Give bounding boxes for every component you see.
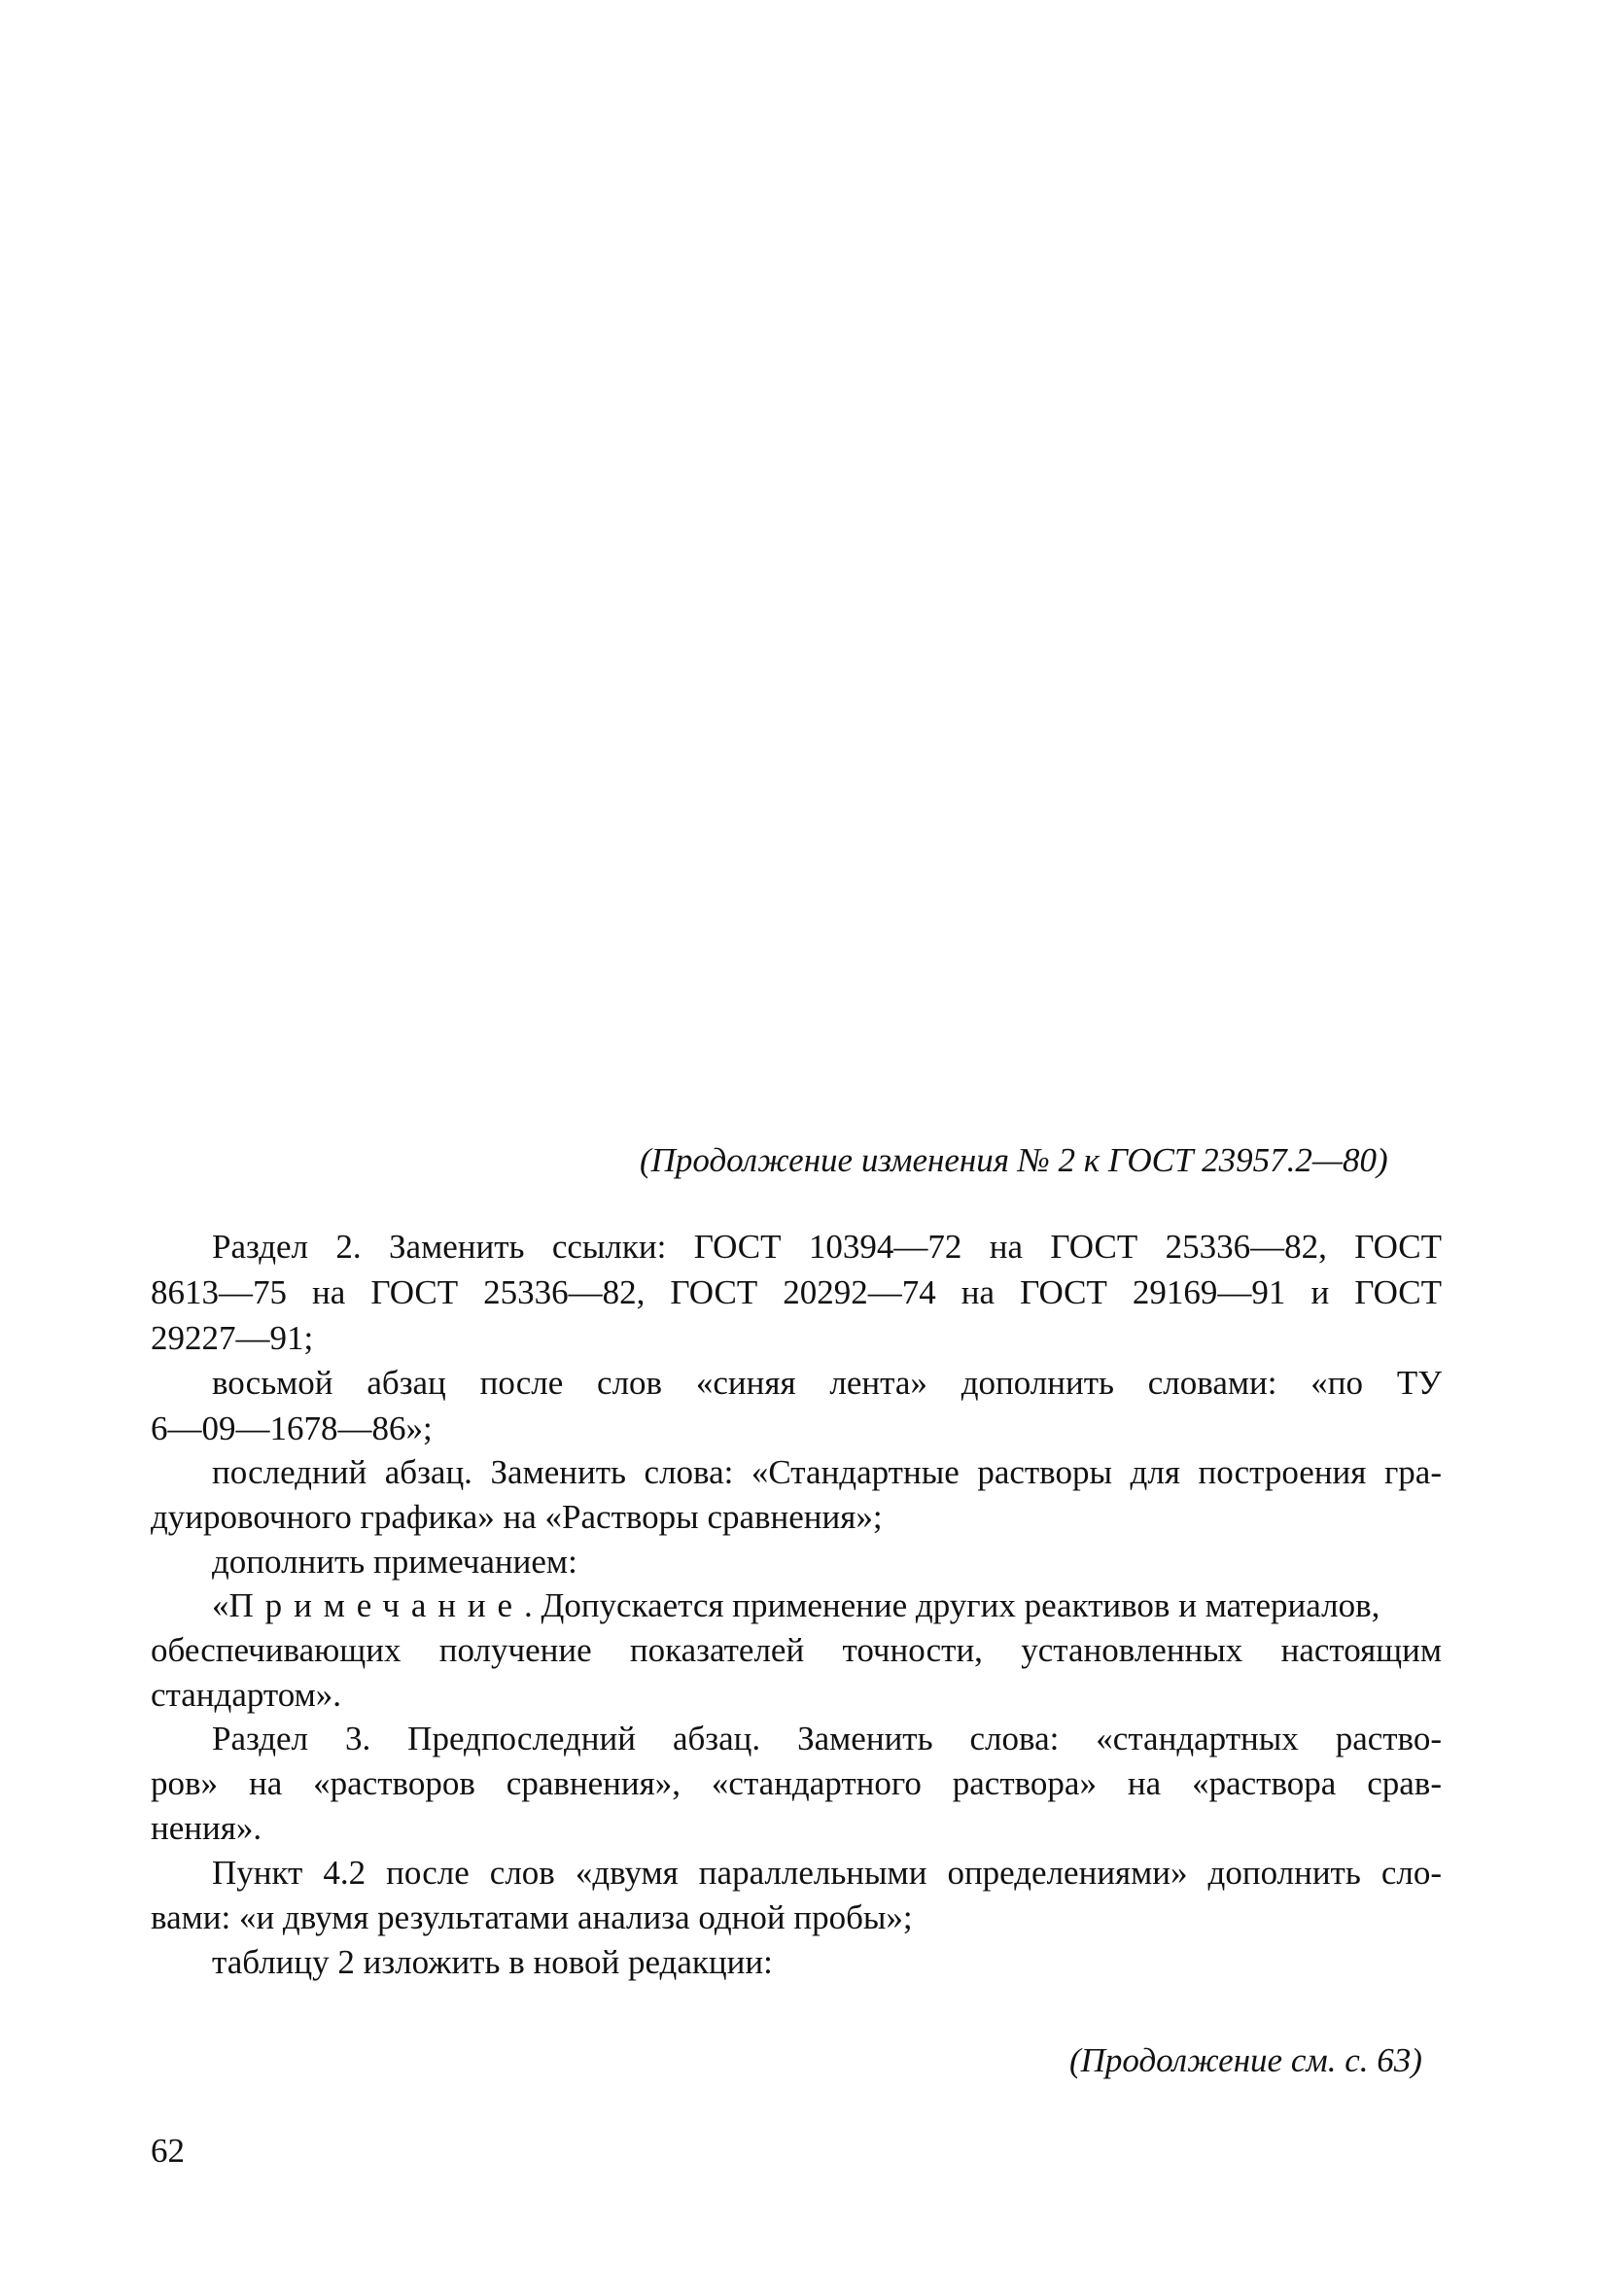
- note-line-2: обеспечивающих получение показателей точности, установленных настоящим: [151, 1631, 1442, 1669]
- footer-continuation: (Продолжение см. с. 63): [1069, 2041, 1422, 2079]
- note-line-1-text: . Допускается применение других реактивов и материалов,: [523, 1586, 1380, 1624]
- page-number: 62: [151, 2132, 185, 2170]
- last-paragraph-line-1: последний абзац. Заменить слова: «Стандартные растворы для построения гра-: [212, 1453, 1442, 1491]
- note-label: Примечание: [228, 1586, 524, 1624]
- header-continuation: (Продолжение изменения № 2 к ГОСТ 23957.2—80): [640, 1141, 1388, 1179]
- section3-line-1: Раздел 3. Предпоследний абзац. Заменить слова: «стандартных раство-: [212, 1720, 1442, 1757]
- section2-line-1: Раздел 2. Заменить ссылки: ГОСТ 10394—72 на ГОСТ 25336—82, ГОСТ: [212, 1228, 1442, 1266]
- section2-line-3: 29227—91;: [151, 1319, 314, 1357]
- item42-line-1: Пункт 4.2 после слов «двумя параллельными определениями» дополнить сло-: [212, 1854, 1442, 1892]
- section3-line-3: нения».: [151, 1809, 262, 1847]
- add-note-line: дополнить примечанием:: [212, 1543, 577, 1581]
- note-line-3: стандартом».: [151, 1676, 341, 1714]
- table2-line: таблицу 2 изложить в новой редакции:: [212, 1943, 773, 1981]
- section2-line-2: 8613—75 на ГОСТ 25336—82, ГОСТ 20292—74 на ГОСТ 29169—91 и ГОСТ: [151, 1273, 1442, 1311]
- note-open-quote: «: [212, 1586, 229, 1624]
- eighth-paragraph-line-2: 6—09—1678—86»;: [151, 1409, 433, 1447]
- note-line-1: [212, 1588, 1380, 1622]
- last-paragraph-line-2: дуировочного графика» на «Растворы сравнения»;: [151, 1498, 883, 1536]
- eighth-paragraph-line-1: восьмой абзац после слов «синяя лента» дополнить словами: «по ТУ: [212, 1364, 1442, 1402]
- item42-line-2: вами: «и двумя результатами анализа одной пробы»;: [151, 1898, 913, 1936]
- section3-line-2: ров» на «растворов сравнения», «стандартного раствора» на «раствора срав-: [151, 1764, 1442, 1802]
